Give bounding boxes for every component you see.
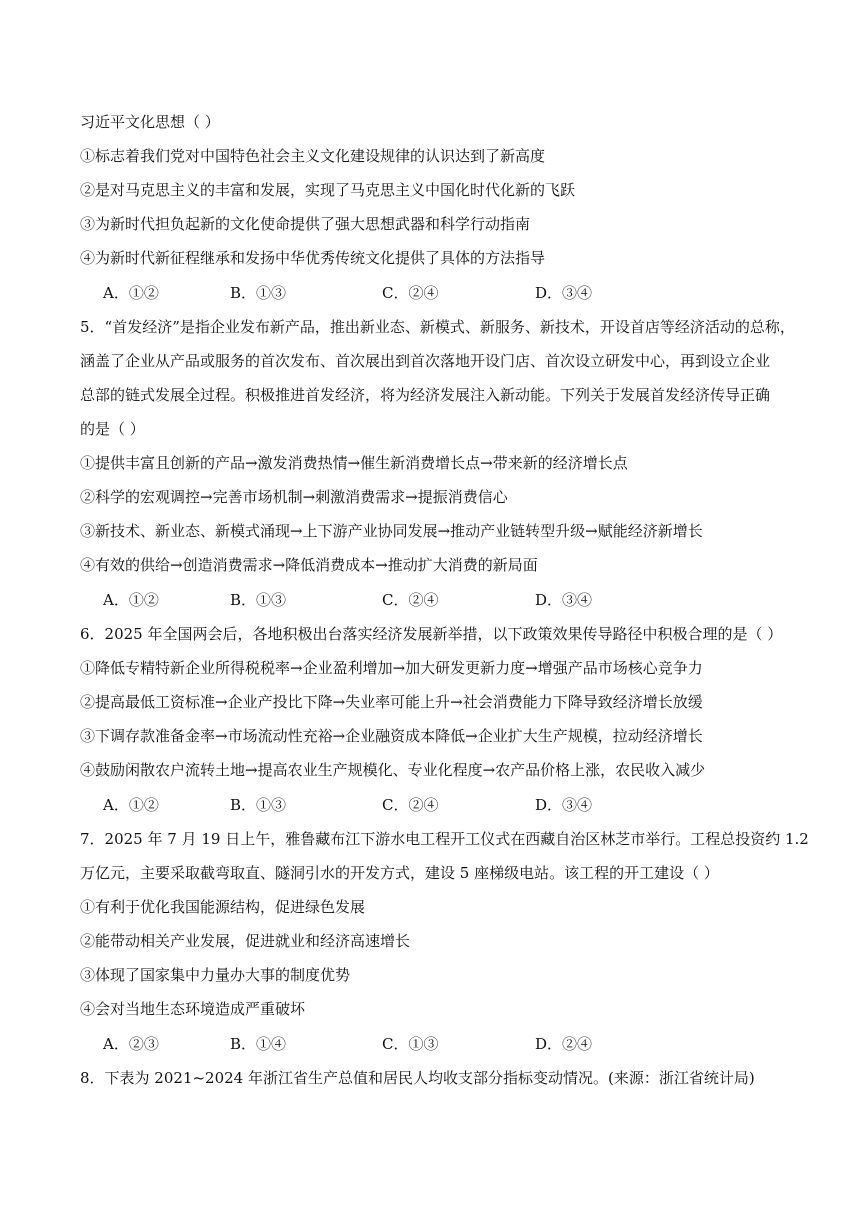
q7-option-b[interactable]: B．①④ <box>230 1035 287 1053</box>
q7-options <box>103 1034 703 1054</box>
q7-item-4: ④会对当地生态环境造成严重破坏 <box>80 1000 306 1018</box>
q7-option-c[interactable]: C．①③ <box>382 1035 439 1053</box>
q7-item-1: ①有利于优化我国能源结构，促进绿色发展 <box>80 898 366 916</box>
q7-stem-line-2: 万亿元，主要采取截弯取直、隧洞引水的开发方式，建设 5 座梯级电站。该工程的开工建设（ ） <box>80 864 719 882</box>
q6-item-4: ④鼓励闲散农户流转土地→提高农业生产规模化、专业化程度→农产品价格上涨，农民收入减少 <box>80 761 706 779</box>
q6-options <box>103 795 703 815</box>
q5-option-d[interactable]: D．③④ <box>535 591 593 609</box>
q5-item-1: ①提供丰富且创新的产品→激发消费热情→催生新消费增长点→带来新的经济增长点 <box>80 454 628 472</box>
q4-item-2: ②是对马克思主义的丰富和发展，实现了马克思主义中国化时代化新的飞跃 <box>80 181 576 199</box>
q6-option-b[interactable]: B．①③ <box>230 796 287 814</box>
q6-option-a[interactable]: A．①② <box>103 796 159 814</box>
q5-item-2: ②科学的宏观调控→完善市场机制→刺激消费需求→提振消费信心 <box>80 488 508 506</box>
q4-item-3: ③为新时代担负起新的文化使命提供了强大思想武器和科学行动指南 <box>80 215 531 233</box>
q6-option-d[interactable]: D．③④ <box>535 796 593 814</box>
q5-option-a[interactable]: A．①② <box>103 591 159 609</box>
q7-item-3: ③体现了国家集中力量办大事的制度优势 <box>80 966 351 984</box>
q6-item-1: ①降低专精特新企业所得税税率→企业盈利增加→加大研发更新力度→增强产品市场核心竞争力 <box>80 659 703 677</box>
q5-stem-line-1: 5．“首发经济”是指企业发布新产品，推出新业态、新模式、新服务、新技术，开设首店等经济活动的总称， <box>80 318 795 336</box>
q6-option-c[interactable]: C．②④ <box>382 796 439 814</box>
q4-option-b[interactable]: B．①③ <box>230 284 287 302</box>
q5-option-b[interactable]: B．①③ <box>230 591 287 609</box>
q4-option-d[interactable]: D．③④ <box>535 284 593 302</box>
q7-stem-line-1: 7．2025 年 7 月 19 日上午，雅鲁藏布江下游水电工程开工仪式在西藏自治区林芝市举行。工程总投资约 1.2 <box>80 830 809 848</box>
q5-stem-line-2: 涵盖了企业从产品或服务的首次发布、首次展出到首次落地开设门店、首次设立研发中心，再到设立企业 <box>80 352 771 370</box>
q7-option-d[interactable]: D．②④ <box>535 1035 593 1053</box>
q4-item-1: ①标志着我们党对中国特色社会主义文化建设规律的认识达到了新高度 <box>80 147 546 165</box>
q5-options <box>103 590 703 610</box>
q5-stem-line-4: 的是（ ） <box>80 420 145 438</box>
q6-stem-line-1: 6．2025 年全国两会后，各地积极出台落实经济发展新举措，以下政策效果传导路径中积极合理的是（ ） <box>80 625 783 643</box>
q4-item-4: ④为新时代新征程继承和发扬中华优秀传统文化提供了具体的方法指导 <box>80 249 546 267</box>
q5-option-c[interactable]: C．②④ <box>382 591 439 609</box>
q6-item-3: ③下调存款准备金率→市场流动性充裕→企业融资成本降低→企业扩大生产规模，拉动经济增长 <box>80 727 703 745</box>
q5-item-3: ③新技术、新业态、新模式涌现→上下游产业协同发展→推动产业链转型升级→赋能经济新增长 <box>80 522 703 540</box>
q5-stem-line-3: 总部的链式发展全过程。积极推进首发经济，将为经济发展注入新动能。下列关于发展首发经济传导正确 <box>80 386 771 404</box>
q6-item-2: ②提高最低工资标准→企业产投比下降→失业率可能上升→社会消费能力下降导致经济增长放缓 <box>80 693 703 711</box>
q4-option-a[interactable]: A．①② <box>103 284 159 302</box>
q5-item-4: ④有效的供给→创造消费需求→降低消费成本→推动扩大消费的新局面 <box>80 556 538 574</box>
q4-options <box>103 283 703 303</box>
q8-stem-line-1: 8．下表为 2021~2024 年浙江省生产总值和居民人均收支部分指标变动情况。(来源：浙江省统计局) <box>80 1069 755 1087</box>
q4-stem: 习近平文化思想（ ） <box>80 113 220 131</box>
q7-option-a[interactable]: A．②③ <box>103 1035 159 1053</box>
q4-option-c[interactable]: C．②④ <box>382 284 439 302</box>
q7-item-2: ②能带动相关产业发展，促进就业和经济高速增长 <box>80 932 411 950</box>
